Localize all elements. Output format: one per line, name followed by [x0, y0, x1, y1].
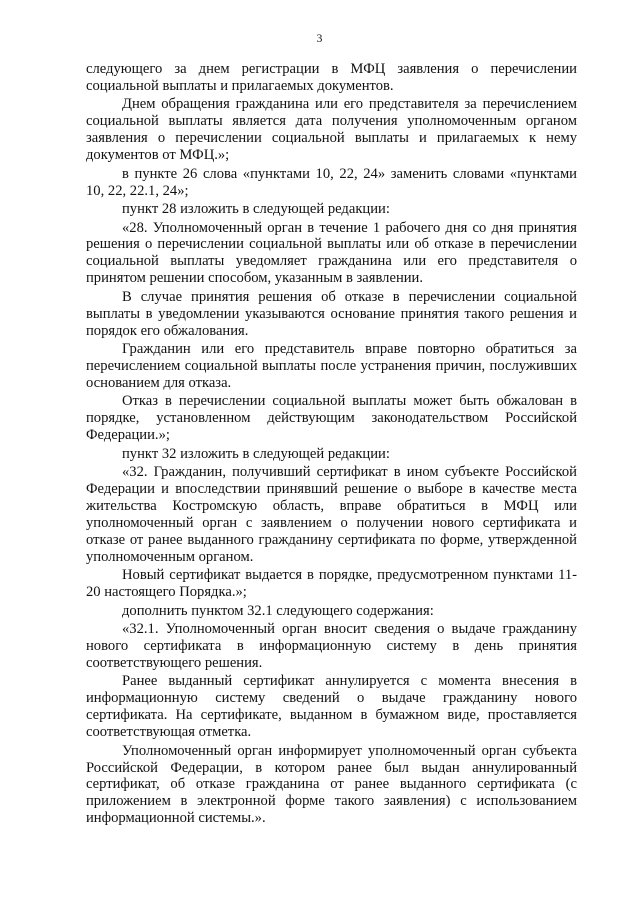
paragraph: «28. Уполномоченный орган в течение 1 рабочего дня со дня принятия решения о перечислении социальной выплаты или об отказе в перечислении социальной выплаты уведомляет гражданина или его представителя о принятом решении способом, указанным в заявлении. [86, 219, 577, 287]
page-number: 3 [316, 33, 323, 45]
paragraph: В случае принятия решения об отказе в перечислении социальной выплаты в уведомлении указываются основание принятия такого решения и порядок его обжалования. [86, 288, 577, 339]
paragraph: Гражданин или его представитель вправе повторно обратиться за перечислением социальной выплаты после устранения причин, послуживших основанием для отказа. [86, 341, 577, 391]
paragraph: следующего за днем регистрации в МФЦ заявления о перечислении социальной выплаты и прилагаемых документов. [86, 61, 577, 94]
paragraph: пункт 32 изложить в следующей редакции: [122, 445, 390, 462]
document-body [86, 61, 577, 829]
paragraph: Новый сертификат выдается в порядке, предусмотренном пунктами 11-20 настоящего Порядка.»; [86, 567, 577, 601]
paragraph: в пункте 26 слова «пунктами 10, 22, 24» заменить словами «пунктами 10, 22, 22.1, 24»; [86, 165, 577, 199]
paragraph: пункт 28 изложить в следующей редакции: [122, 201, 390, 218]
paragraph: Днем обращения гражданина или его представителя за перечислением социальной выплаты является дата получения уполномоченным органом заявления о перечислении социальной выплаты и прилагаемых к нему документов от МФЦ.»; [86, 96, 577, 164]
paragraph: «32.1. Уполномоченный орган вносит сведения о выдаче гражданину нового сертификата в информационную систему в день принятия соответствующего решения. [86, 621, 577, 671]
paragraph: Ранее выданный сертификат аннулируется с момента внесения в информационную систему сведений о выдаче гражданину нового сертификата. На сертификате, выданном в бумажном виде, проставляется соответствующая отметка. [86, 673, 577, 741]
paragraph: дополнить пунктом 32.1 следующего содержания: [122, 602, 434, 619]
paragraph: «32. Гражданин, получивший сертификат в ином субъекте Российской Федерации и впоследствии принявший решение о выборе в качестве места жительства Костромскую область, вправе обратиться в МФЦ или уполномоченный орган с заявлением о получении нового сертификата и отказе от ранее выданного гражданину сертификата по форме, утвержденной уполномоченным органом. [86, 464, 577, 565]
paragraph: Уполномоченный орган информирует уполномоченный орган субъекта Российской Федерации, в котором ранее был выдан аннулированный сертификат, об отказе гражданина от ранее выданного сертификата (с приложением в электронной форме такого заявления) с использованием информационной системы.». [86, 742, 577, 827]
paragraph: Отказ в перечислении социальной выплаты может быть обжалован в порядке, установленном действующим законодательством Российской Федерации.»; [86, 393, 577, 444]
